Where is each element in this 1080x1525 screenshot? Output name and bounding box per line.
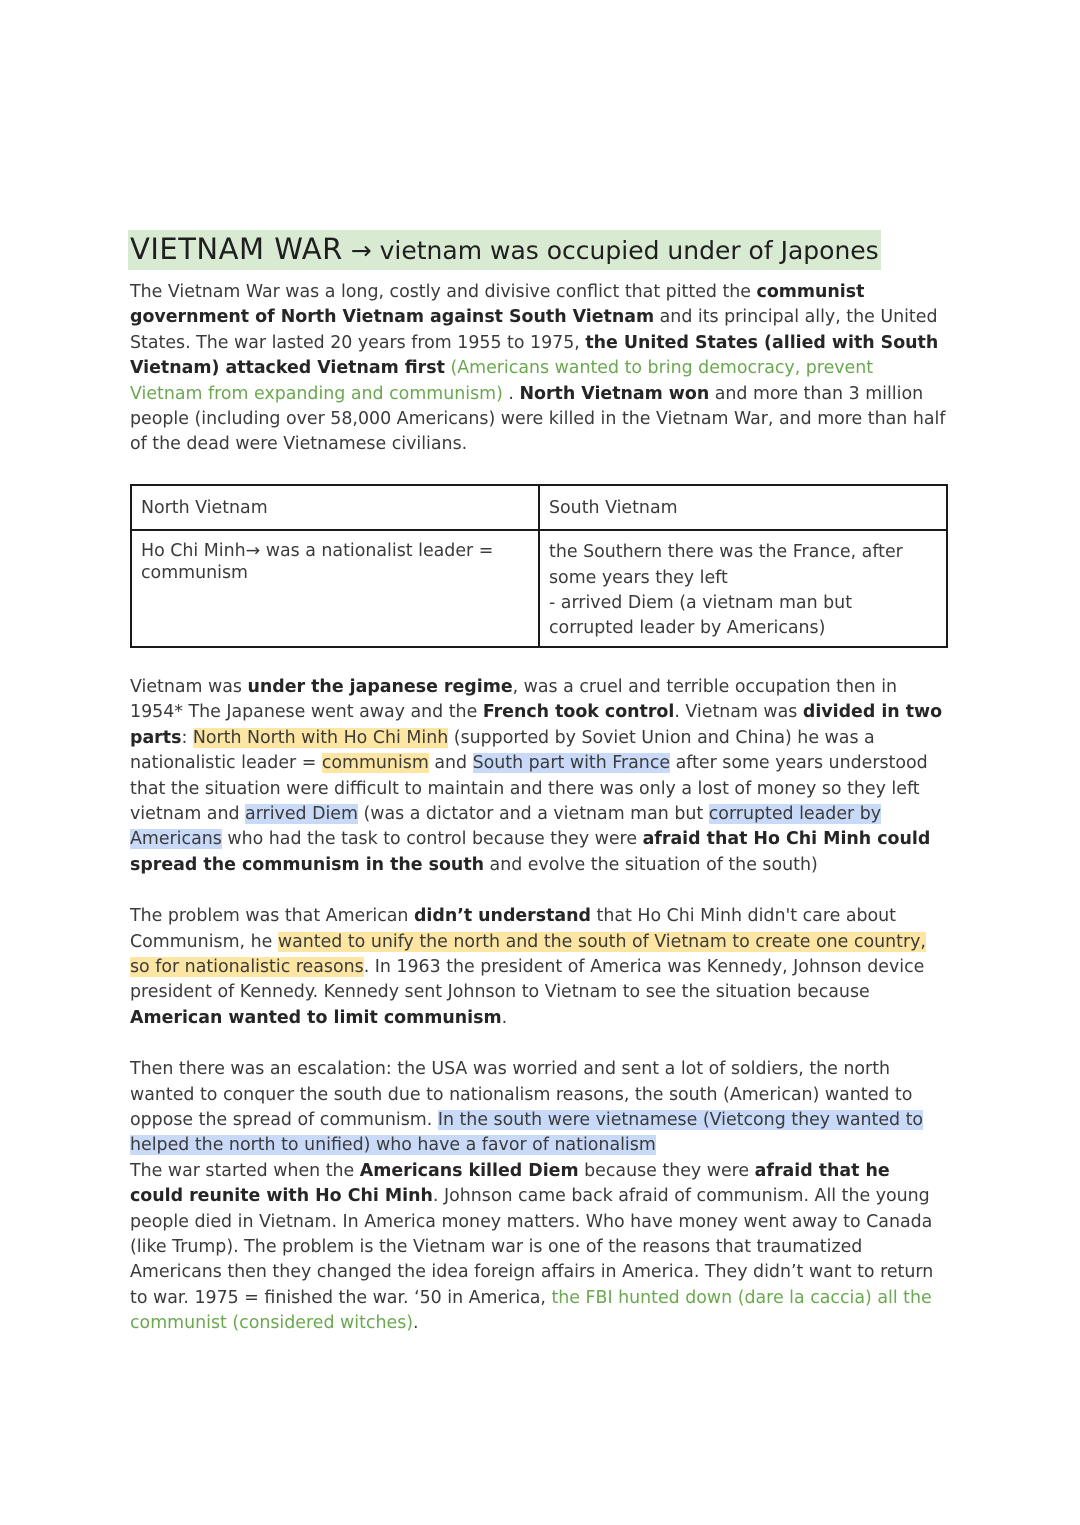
blue-highlight: In the south were vietnamese (Vietcong they wanted to helped the north to unified) who have a favor of nationalism — [130, 1109, 924, 1156]
green-note: (Americans wanted to bring democracy, prevent Vietnam from expanding and communism) — [130, 358, 874, 404]
text-run: after some years understood that the situation were difficult to maintain and there was only a lost of money so they left vietnam and — [130, 753, 928, 824]
text-run: that Ho Chi Minh didn't care about Communism, he — [130, 906, 896, 952]
text-run: because they were — [578, 1160, 755, 1181]
header-north-vietnam: North Vietnam — [131, 485, 539, 530]
text-run: and evolve the situation of the south) — [484, 854, 818, 875]
intro-paragraph — [130, 280, 948, 458]
text-run: The problem was that American — [130, 906, 414, 927]
title-arrow: → — [342, 236, 380, 265]
bold-text: North Vietnam won — [519, 383, 710, 404]
title-main: VIETNAM WAR — [130, 232, 343, 266]
bold-text: Americans killed Diem — [359, 1160, 579, 1181]
document-page — [130, 230, 948, 1337]
text-run: The Vietnam War was a long, costly and divisive conflict that pitted the — [130, 282, 757, 302]
text-run: Then there was an escalation: the USA was worried and sent a lot of soldiers, the north wanted to conquer the south due to nationalism reasons, the south (American) wanted to oppose the spread of communism. — [130, 1059, 913, 1130]
south-line-2: - arrived Diem (a vietnam man but corrupted leader by Americans) — [549, 593, 853, 639]
bold-text: French took control — [482, 702, 675, 723]
green-note: the FBI hunted down (dare la caccia) all the communist (considered witches) — [130, 1287, 932, 1334]
bold-text: didn’t understand — [413, 906, 591, 927]
bold-text: communist government of North Vietnam against South Vietnam — [130, 282, 865, 328]
text-run: . In 1963 the president of America was Kennedy, Johnson device president of Kennedy. Kennedy sent Johnson to Vietnam to see the situation because — [130, 956, 925, 1003]
north-vietnam-cell: Ho Chi Minh→ was a nationalist leader = communism — [131, 530, 539, 647]
text-run: and — [428, 753, 473, 774]
text-run: : — [181, 727, 193, 748]
south-vietnam-cell — [539, 530, 947, 647]
yellow-highlight: wanted to unify the north and the south of Vietnam to create one country, so for nationalistic reasons — [130, 931, 926, 977]
text-run: . Johnson came back afraid of communism. All the young people died in Vietnam. In America money matters. Who have money went away to Canada (like Trump). The problem is the Vietnam war is one of the reasons that traumatized Americans then they changed the idea foreign affairs in America. They didn’t want to return to war. 1975 = finished the war. ‘50 in America, — [130, 1186, 934, 1308]
north-south-table — [130, 484, 948, 648]
text-run: . — [502, 383, 520, 404]
text-run: Vietnam was — [130, 676, 248, 697]
text-run: . — [501, 1007, 508, 1028]
blue-highlight: corrupted leader by Americans — [130, 803, 882, 850]
war-start-paragraph — [130, 1159, 948, 1337]
bold-text: the United States (allied with South Vietnam) attacked Vietnam first — [130, 332, 939, 379]
text-run: who had the task to control because they were — [221, 829, 643, 850]
escalation-paragraph — [130, 1057, 948, 1159]
text-run: , was a cruel and terrible occupation then in 1954* The Japanese went away and the — [130, 676, 898, 723]
text-run: . — [413, 1313, 419, 1334]
document-title — [128, 230, 881, 270]
text-run: (was a dictator and a vietnam man but — [357, 803, 709, 824]
text-run: and more than 3 million people (including over 58,000 Americans) were killed in the Vietnam War, and more than half of the dead were Vietnamese civilians. — [130, 383, 946, 455]
table-header-row — [131, 485, 947, 530]
table-row — [131, 530, 947, 647]
bold-text: American wanted to limit communism — [130, 1007, 502, 1028]
header-south-vietnam: South Vietnam — [539, 485, 947, 530]
yellow-highlight: communism — [321, 753, 429, 774]
bold-text: divided in two parts — [130, 702, 943, 748]
yellow-highlight: North North with Ho Chi Minh — [192, 727, 449, 748]
blue-highlight: arrived Diem — [245, 803, 358, 824]
text-run: (supported by Soviet Union and China) he was a nationalistic leader = — [130, 727, 875, 774]
japanese-regime-paragraph — [130, 675, 948, 878]
text-run: and its principal ally, the United States. The war lasted 20 years from 1955 to 1975, — [130, 307, 938, 353]
text-run: . Vietnam was — [674, 702, 803, 723]
blue-highlight: South part with France — [472, 753, 671, 774]
title-subtitle: vietnam was occupied under of Japones — [379, 236, 879, 265]
bold-text: under the japanese regime — [247, 676, 513, 697]
bold-text: afraid that Ho Chi Minh could spread the communism in the south — [130, 829, 931, 875]
bold-text: afraid that he could reunite with Ho Chi Minh — [130, 1160, 890, 1207]
south-line-1: the Southern there was the France, after some years they left — [549, 542, 903, 588]
american-misunderstanding-paragraph — [130, 904, 948, 1031]
text-run: The war started when the — [130, 1160, 360, 1181]
